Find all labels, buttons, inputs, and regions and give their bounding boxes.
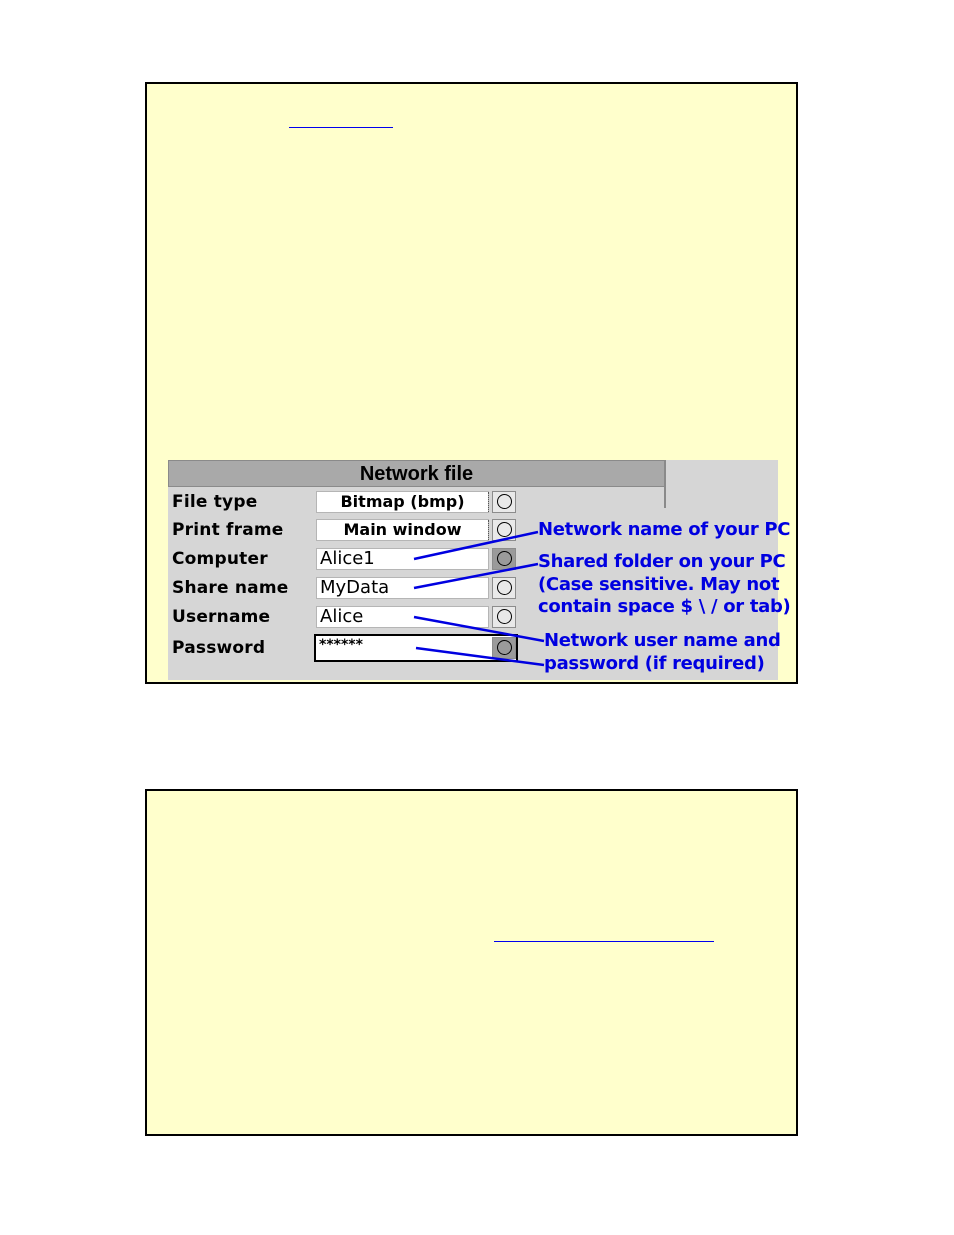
slide-top (145, 82, 798, 684)
username-field[interactable]: Alice (316, 606, 489, 628)
annotation-share-2: (Case sensitive. May not (538, 574, 780, 595)
annotation-user-1: Network user name and (544, 630, 781, 651)
annotation-share-3: contain space $ \ / or tab) (538, 596, 791, 617)
annotation-computer: Network name of your PC (538, 519, 791, 540)
leader-line-share (414, 564, 538, 588)
annotation-share-1: Shared folder on your PC (538, 551, 786, 572)
leader-line-computer (414, 532, 538, 559)
print-frame-select[interactable]: Main window (316, 519, 489, 541)
leader-lines (168, 460, 778, 680)
leader-line-password (416, 648, 544, 665)
file-type-select[interactable]: Bitmap (bmp) (316, 491, 489, 513)
print-frame-label: Print frame (172, 520, 284, 540)
share-name-label: Share name (172, 578, 289, 598)
leader-line-username (414, 617, 544, 641)
share-name-field[interactable]: MyData (316, 577, 489, 599)
password-label: Password (172, 638, 266, 658)
password-field[interactable]: ****** (314, 634, 518, 662)
annotation-user-2: password (if required) (544, 653, 765, 674)
computer-field[interactable]: Alice1 (316, 548, 489, 570)
username-label: Username (172, 607, 271, 627)
computer-label: Computer (172, 549, 268, 569)
panel-title: Network file (168, 460, 665, 487)
hyperlink-underline[interactable] (289, 127, 393, 128)
slide-bottom (145, 789, 798, 1136)
hyperlink-underline[interactable] (494, 941, 714, 942)
file-type-label: File type (172, 492, 258, 512)
network-file-panel (168, 460, 791, 680)
